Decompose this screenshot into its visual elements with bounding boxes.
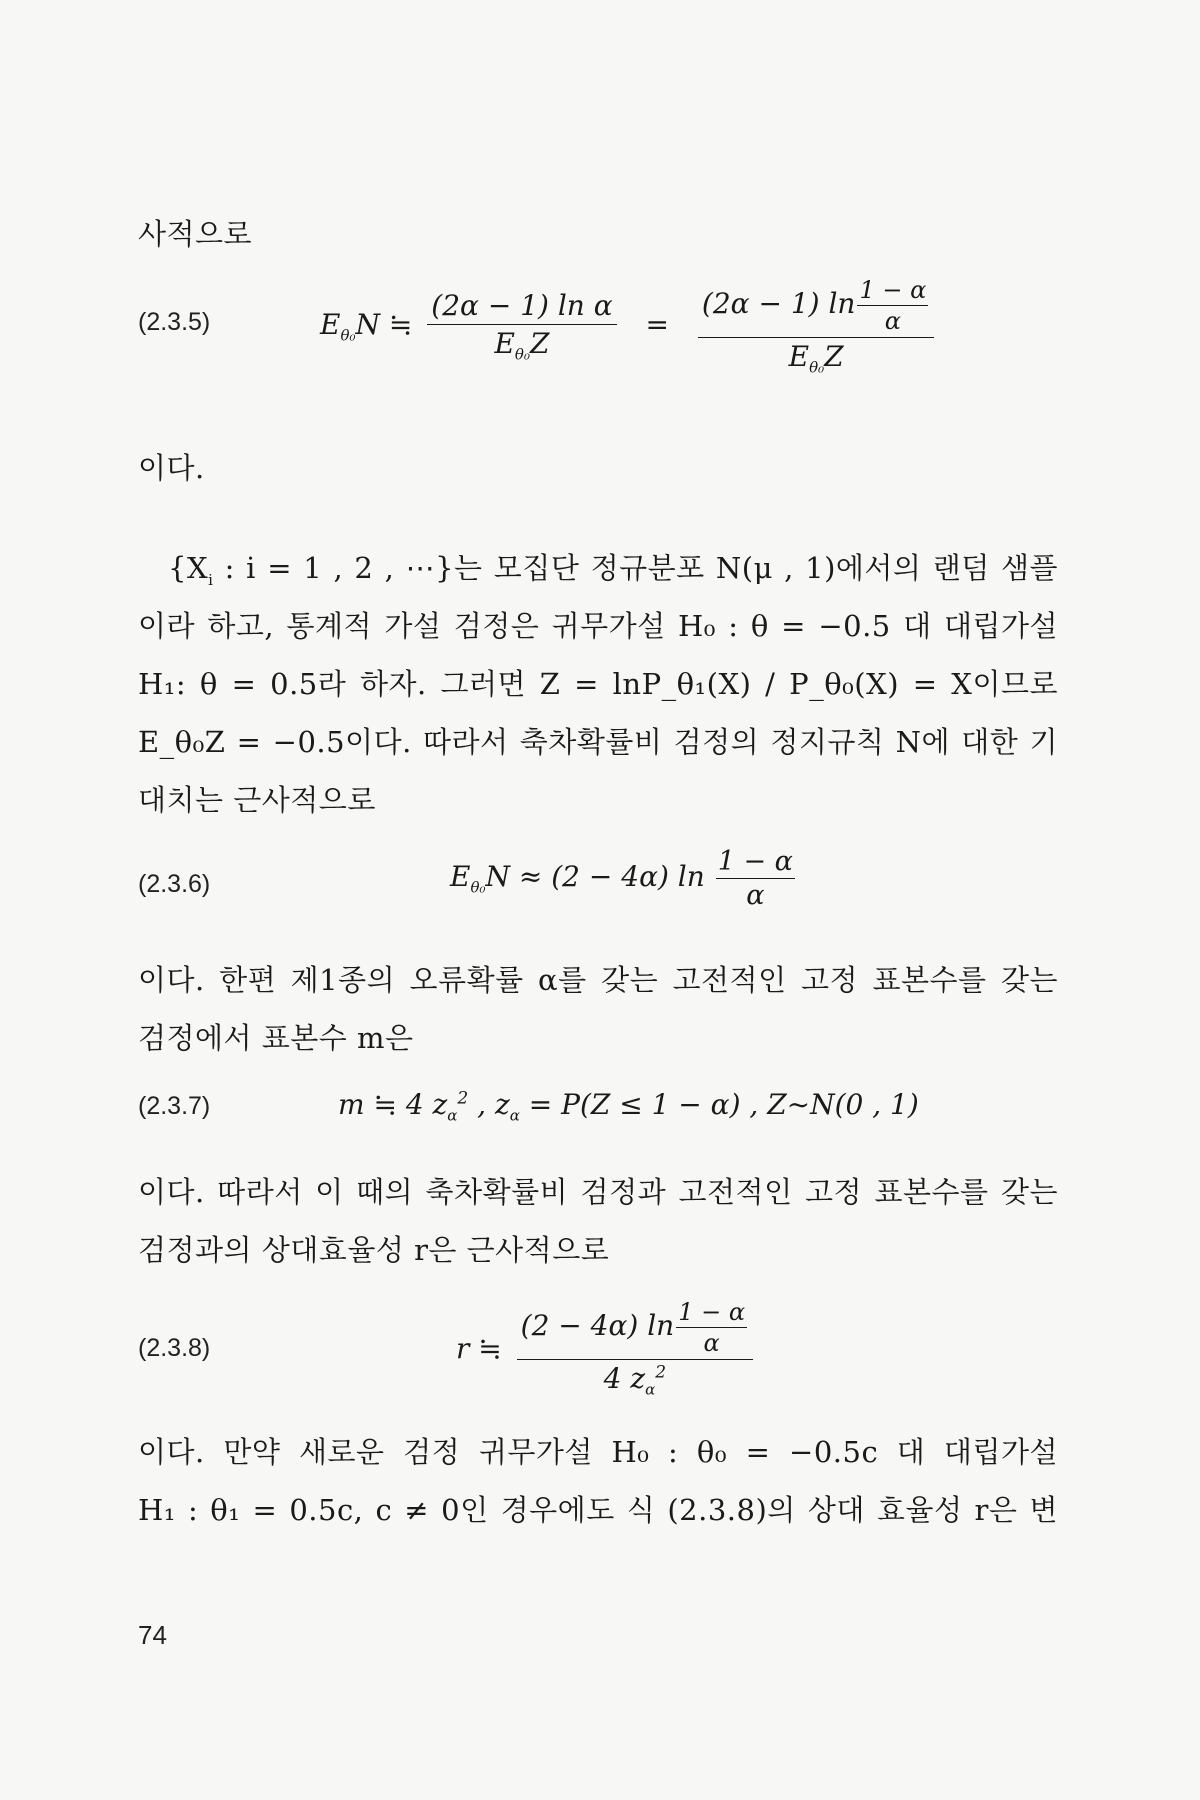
paragraph-line-2: 이라 하고, 통계적 가설 검정은 귀무가설 H₀ : θ = −0.5 대 대립가설 (138, 609, 1058, 643)
paragraph-line-5: 대치는 근사적으로 (138, 783, 376, 817)
equation-number-2-3-6: (2.3.6) (138, 870, 211, 898)
equation-2-3-5 (320, 276, 940, 377)
paragraph-line-7: 검정에서 표본수 m은 (138, 1021, 414, 1055)
eq235-equals: = (645, 307, 669, 341)
paragraph-line-4: E_θ₀Z = −0.5이다. 따라서 축차확률비 검정의 정지규칙 N에 대한 기 (138, 725, 1058, 759)
equation-number-2-3-7: (2.3.7) (138, 1092, 211, 1120)
eq235-fraction-2: (2α − 1) ln $\frac{1 - \alpha}{\alpha}$ $E_{\theta_0}Z$ (698, 276, 934, 377)
paragraph-line-11: H₁ : θ₁ = 0.5c, c ≠ 0인 경우에도 식 (2.3.8)의 상대 효율성 r은 변 (138, 1493, 1058, 1527)
eq235-lhs: $E_{\theta_0}N$ ≒ (320, 307, 413, 345)
paragraph-line-1: {$X_i$ : i = 1 , 2 , ⋯}는 모집단 정규분포 N(μ , 1)에서의 랜덤 샘플 (168, 551, 1058, 589)
text-line-2: 이다. (138, 451, 205, 485)
paragraph-line-6: 이다. 한편 제1종의 오류확률 α를 갖는 고전적인 고정 표본수를 갖는 (138, 963, 1058, 997)
equation-2-3-8: r ≒ (2 − 4α) ln $\frac{1 - \alpha}{\alpha}$ 4 $z_\alpha^2$ (456, 1298, 759, 1399)
paragraph-line-10: 이다. 만약 새로운 검정 귀무가설 H₀ : θ₀ = −0.5c 대 대립가설 (138, 1435, 1058, 1469)
paragraph-line-3: H₁: θ = 0.5라 하자. 그러면 Z = lnP_θ₁(X) / P_θ₀(X) = X이므로 (138, 667, 1058, 701)
eq235-fraction-1: $\frac{\text{(2α − 1) ln α}}{E_{\theta_0}Z}$ (427, 289, 616, 364)
eq238-fraction: (2 − 4α) ln $\frac{1 - \alpha}{\alpha}$ 4 $z_\alpha^2$ (517, 1298, 753, 1399)
paragraph-line-8: 이다. 따라서 이 때의 축차확률비 검정과 고전적인 고정 표본수를 갖는 (138, 1175, 1058, 1209)
page-number: 74 (138, 1620, 167, 1650)
eq236-fraction: $\frac{1 - \alpha}{\alpha}$ (717, 846, 793, 911)
equation-2-3-7: m ≒ 4 $z_\alpha^2$ , $z_\alpha = P(Z \le 1 - \alpha)$ , Z∼N(0 , 1) (338, 1088, 919, 1125)
text-line-1: 사적으로 (138, 217, 253, 251)
equation-number-2-3-8: (2.3.8) (138, 1334, 211, 1362)
equation-2-3-6: $E_{\theta_0}N \approx (2 - 4\alpha)$ ln $\frac{1 - \alpha}{\alpha}$ (450, 846, 793, 911)
equation-number-2-3-5: (2.3.5) (138, 308, 211, 336)
paragraph-line-9: 검정과의 상대효율성 r은 근사적으로 (138, 1233, 610, 1267)
